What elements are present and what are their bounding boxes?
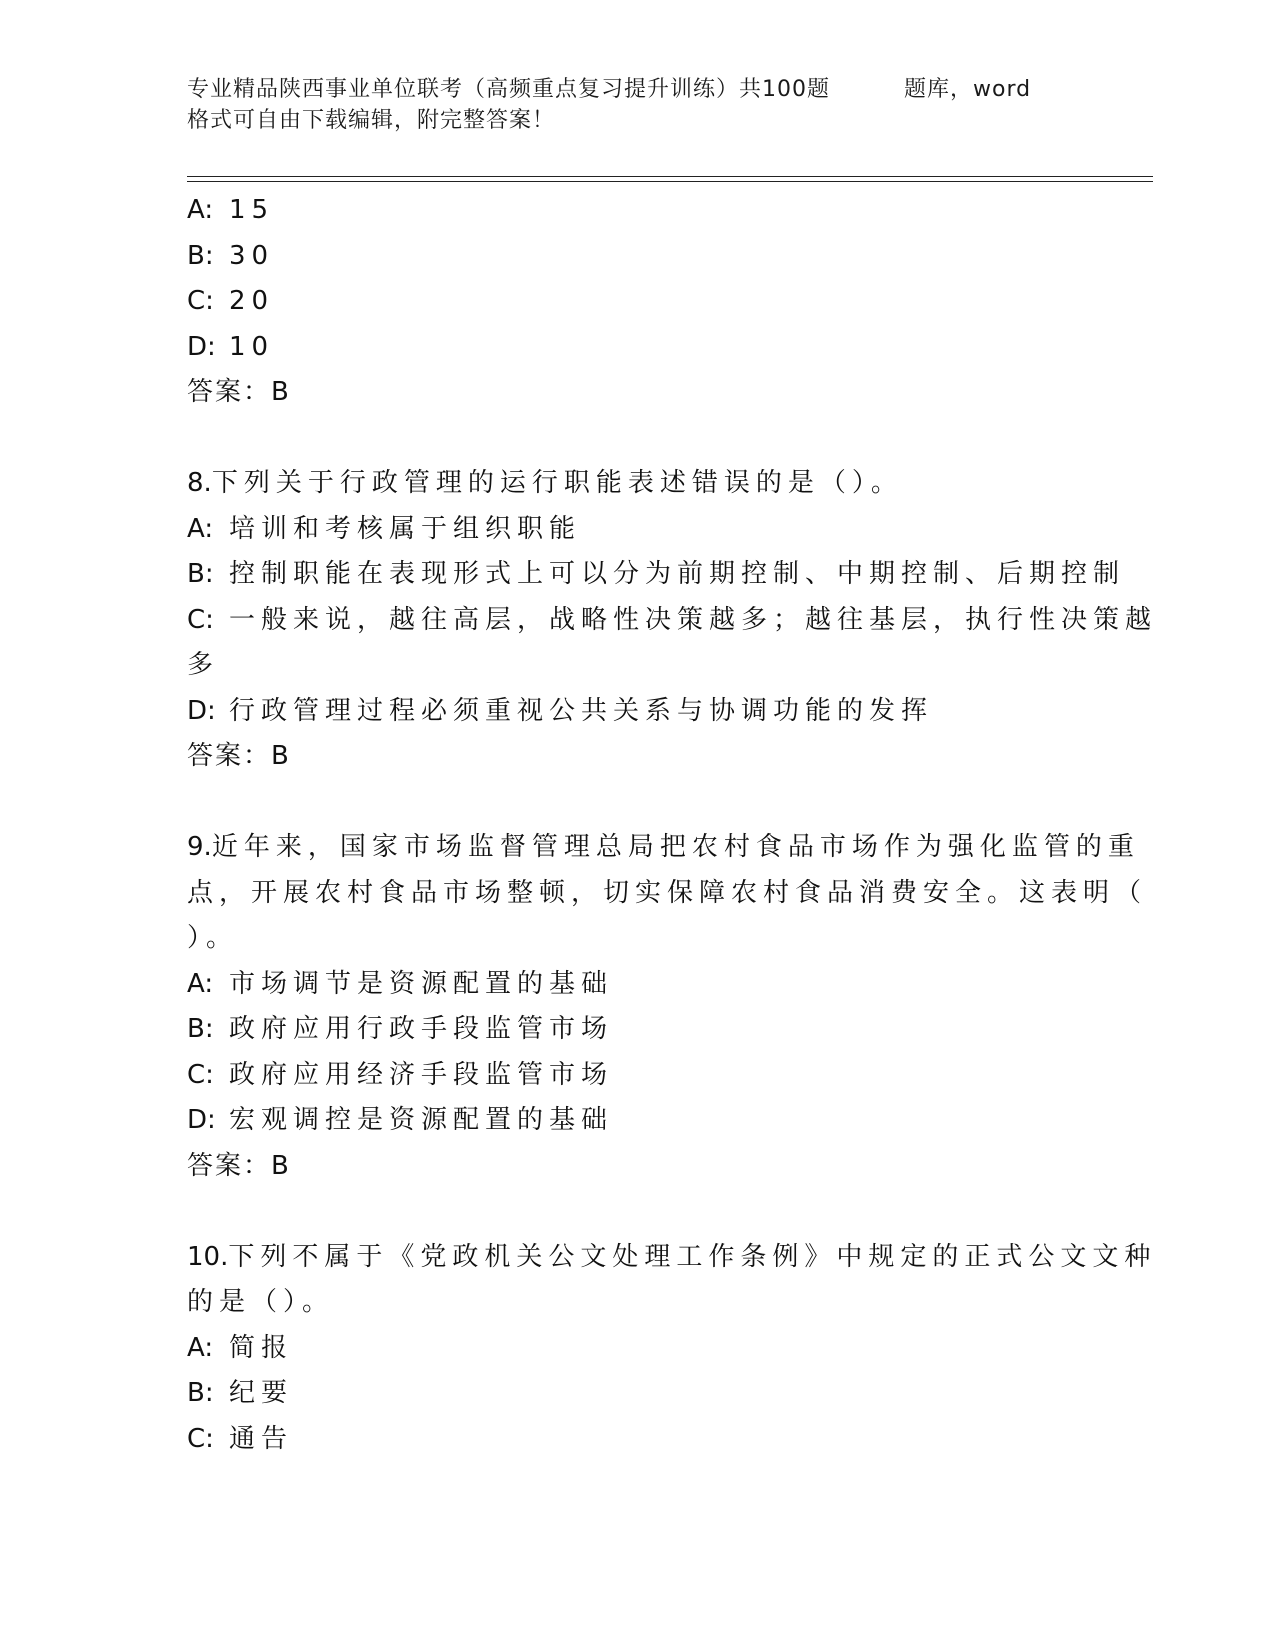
question-stem-text: 近年来，国家市场监督管理总局把农村食品市场作为强化监管的重 [211,832,1140,862]
question-stem-line: 点，开展农村食品市场整顿，切实保障农村食品消费安全。这表明（ [187,877,1148,908]
option-label: C: [187,286,214,316]
option-b [187,552,1126,598]
option-text: 纪要 [229,1378,294,1408]
option-a [187,1326,1067,1372]
question-9 [187,825,1148,1189]
option-text: 市场调节是资源配置的基础 [229,968,614,999]
header-title: 专业精品陕西事业单位联考（高频重点复习提升训练）共100题 [187,77,830,102]
option-label: B: [187,1014,214,1044]
option-text: 政府应用经济手段监管市场 [229,1059,614,1090]
option-d [187,1098,1067,1144]
header-gap [830,74,904,105]
answer-line: 答案：B [187,741,291,771]
option-d [187,325,1067,371]
option-c-continuation: 多 [187,650,220,680]
question-number: 8. [187,468,212,498]
option-text: 政府应用行政手段监管市场 [229,1014,614,1044]
option-text: 简报 [229,1332,294,1363]
option-text: 15 [229,195,275,225]
option-text: 一般来说，越往高层，战略性决策越多；越往基层，执行性决策越 [229,604,1158,635]
option-d [187,689,1067,735]
option-label: D: [187,331,216,362]
question-number: 9. [187,832,212,862]
question-stem-line: 的是（）。 [187,1287,335,1317]
option-text: 10 [229,331,275,362]
option-text: 20 [229,286,275,316]
option-label: C: [187,1423,214,1454]
answer-line: 答案：B [187,377,291,407]
option-c [187,1417,1067,1463]
header-line-2: 格式可自由下载编辑，附完整答案！ [187,108,556,133]
question-spacer [187,416,1067,462]
question-stem-text: 下列关于行政管理的运行职能表述错误的是（）。 [211,468,903,498]
option-label: D: [187,695,216,726]
question-8 [187,461,1158,780]
question-10 [187,1235,1157,1463]
question-stem [187,1235,1157,1281]
option-label: B: [187,1378,214,1408]
header-line-1 [187,74,1087,105]
option-label: D: [187,1105,216,1135]
option-label: A: [187,195,214,225]
option-a [187,962,1067,1008]
option-text: 通告 [229,1423,294,1454]
question-stem [187,825,1140,871]
question-number: 10. [187,1241,229,1272]
question-stem [187,461,1067,507]
option-b [187,1007,1067,1053]
option-label: B: [187,240,214,271]
option-c [187,279,1067,325]
header-rule-top [187,176,1153,177]
option-text: 30 [229,240,275,271]
option-a [187,507,1067,553]
option-label: C: [187,604,214,635]
header-rule-bottom [187,181,1153,182]
question-spacer [187,780,1067,826]
answer-line: 答案：B [187,1150,291,1181]
option-text: 培训和考核属于组织职能 [229,513,582,544]
option-label: A: [187,968,214,999]
option-c [187,1053,1067,1099]
option-label: C: [187,1059,214,1090]
option-a [187,188,1067,234]
header-title-suffix: 题库，word [904,77,1032,102]
question-stem-text: 下列不属于《党政机关公文处理工作条例》中规定的正式公文文种 [228,1241,1157,1272]
option-text: 行政管理过程必须重视公共关系与协调功能的发挥 [229,695,934,726]
question-7 [187,188,1067,416]
option-label: A: [187,1332,214,1363]
question-spacer [187,1189,1067,1235]
option-text: 控制职能在表现形式上可以分为前期控制、中期控制、后期控制 [229,559,1126,589]
question-stem-line: ）。 [187,923,239,953]
option-b [187,234,1067,280]
document-header [187,74,1087,136]
option-label: A: [187,513,214,544]
option-text: 宏观调控是资源配置的基础 [229,1105,614,1135]
option-label: B: [187,559,214,589]
option-c [187,598,1158,644]
option-b [187,1371,1067,1417]
question-content [187,188,1158,1462]
